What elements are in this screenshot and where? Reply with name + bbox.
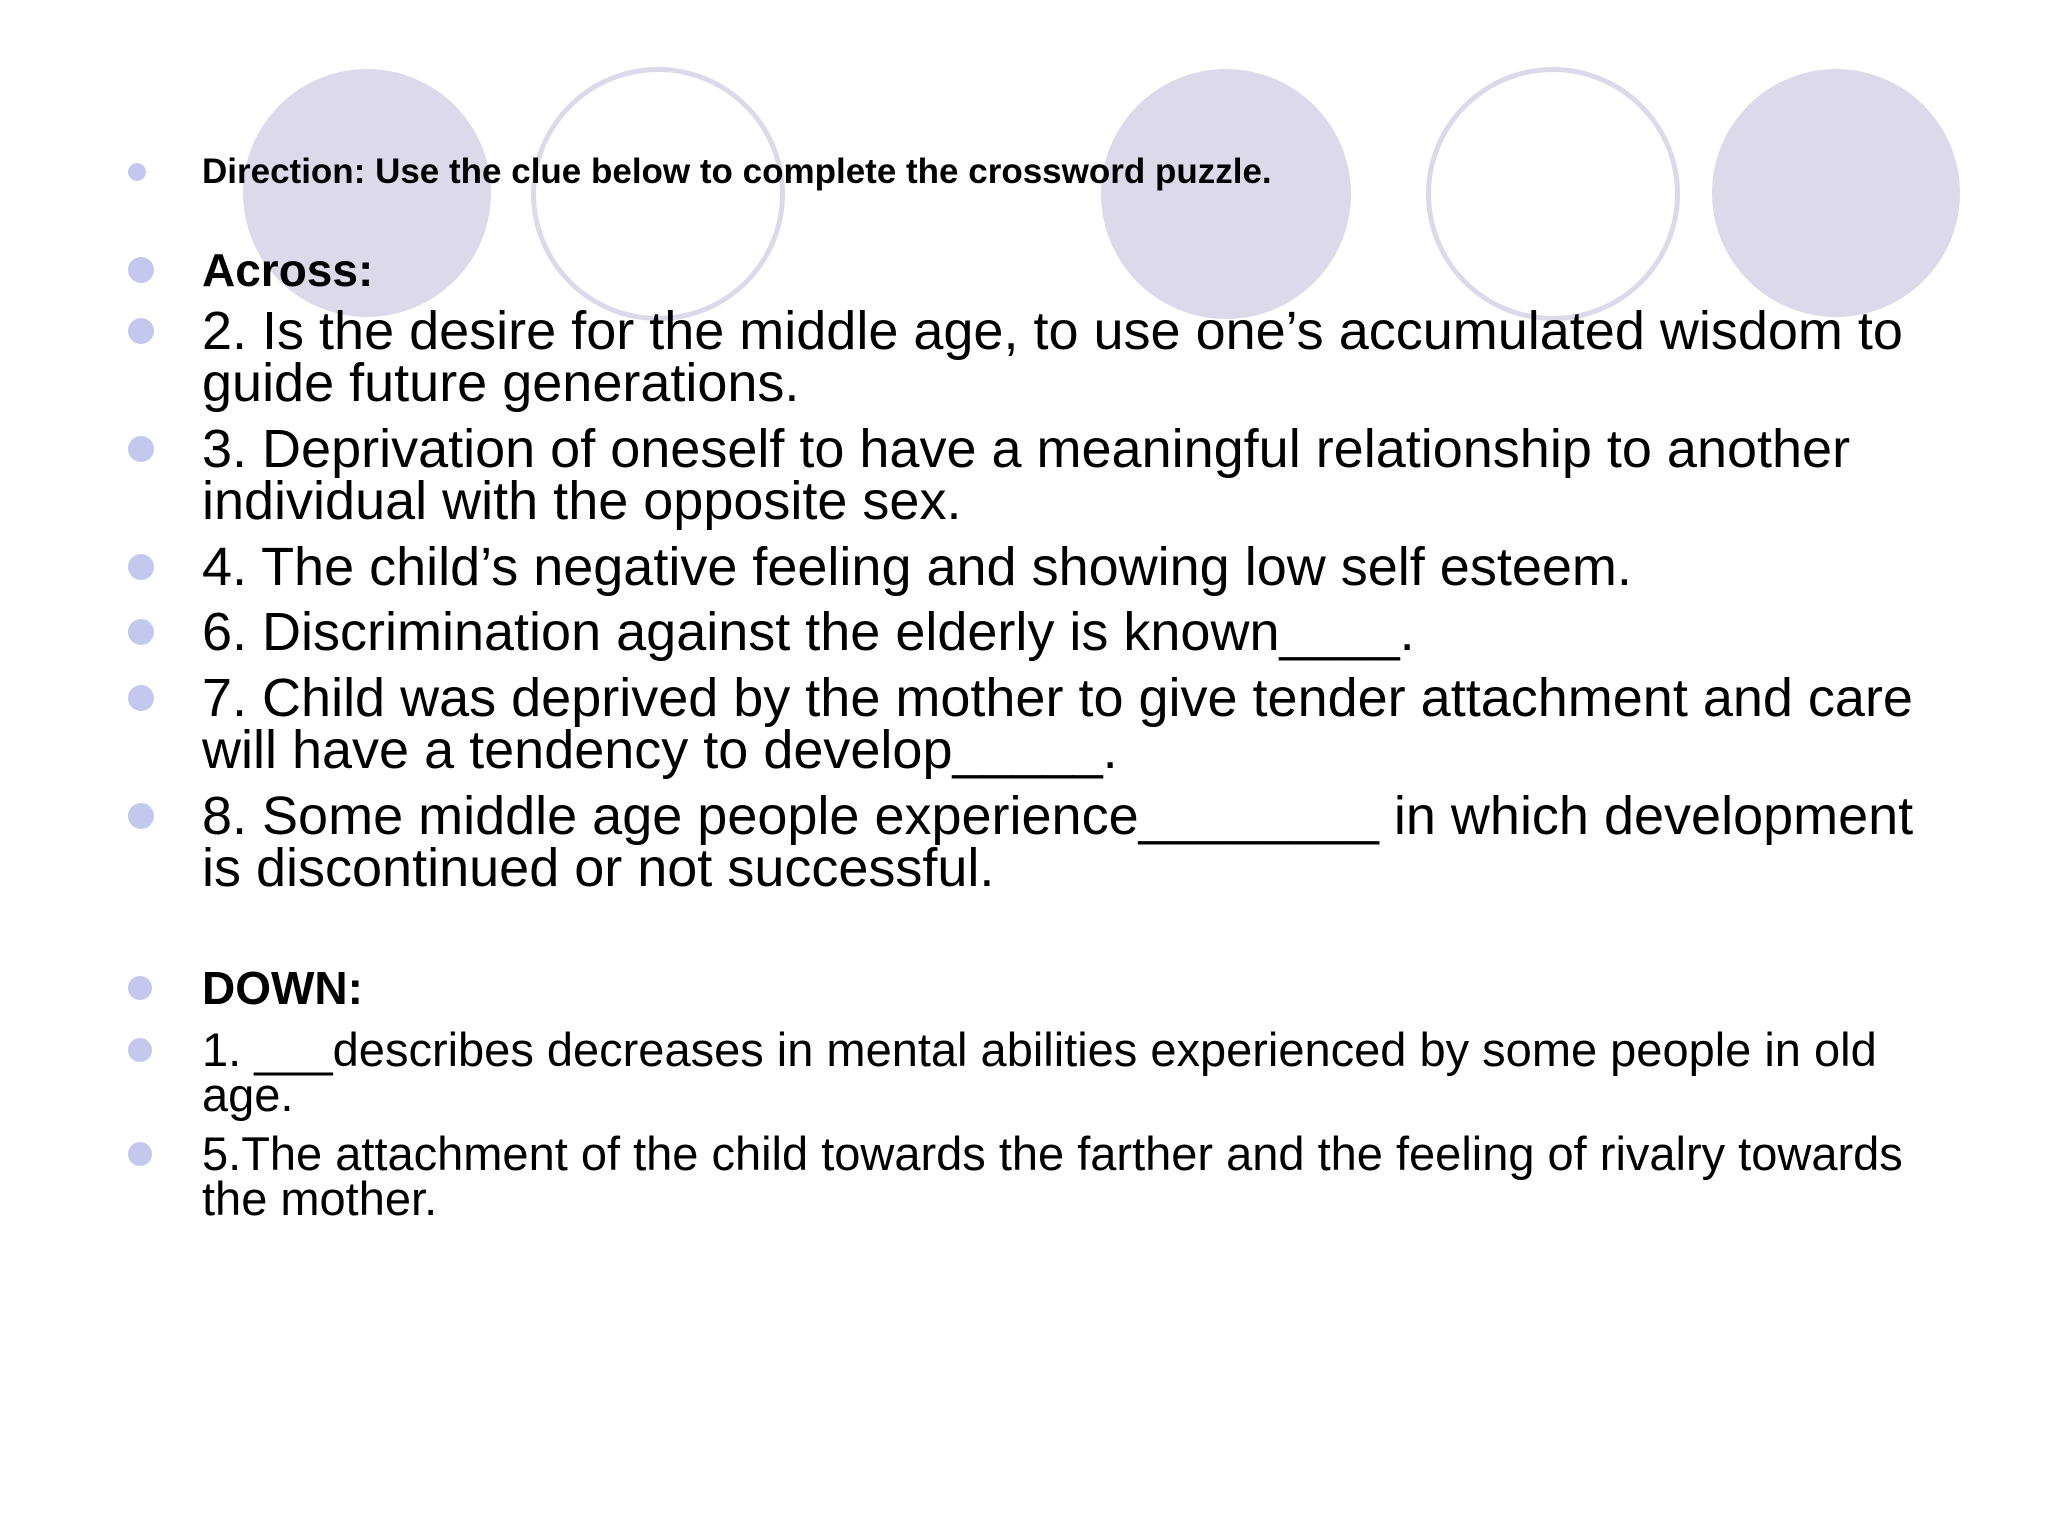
across-clue-4 xyxy=(202,537,1942,597)
bullet-icon xyxy=(128,554,154,580)
clue-text: 3. Deprivation of oneself to have a meaningful relationship to another individual with the opposite sex. xyxy=(202,419,1851,531)
across-heading-item xyxy=(202,244,1942,296)
across-clue-8 xyxy=(202,786,1942,898)
down-clue-1 xyxy=(202,1023,1942,1121)
across-clue-7 xyxy=(202,668,1942,780)
bullet-icon xyxy=(128,1038,152,1062)
down-heading: DOWN: xyxy=(202,962,363,1014)
clue-text: 1. ___describes decreases in mental abilities experienced by some people in old age. xyxy=(202,1023,1877,1121)
bullet-icon xyxy=(128,257,154,283)
bullet-icon xyxy=(128,976,152,1000)
across-clue-3 xyxy=(202,419,1942,531)
bullet-icon xyxy=(128,1142,152,1166)
direction-item xyxy=(202,152,1942,192)
clue-text: 5.The attachment of the child towards the farther and the feeling of rivalry towards the mother. xyxy=(202,1127,1903,1225)
across-clue-6 xyxy=(202,602,1942,662)
across-clue-2 xyxy=(202,301,1942,413)
down-heading-item xyxy=(202,962,1942,1014)
clue-text: 2. Is the desire for the middle age, to use one’s accumulated wisdom to guide future generations. xyxy=(202,301,1903,413)
clue-text: 7. Child was deprived by the mother to give tender attachment and care will have a tendency to develop_____. xyxy=(202,668,1913,780)
bullet-icon xyxy=(128,163,146,181)
clue-text: 8. Some middle age people experience________ in which development is discontinued or not successful. xyxy=(202,786,1914,898)
bullet-icon xyxy=(128,619,154,645)
clue-text: 6. Discrimination against the elderly is known____. xyxy=(202,602,1415,662)
down-clue-5 xyxy=(202,1127,1942,1225)
bullet-icon xyxy=(128,803,154,829)
across-heading: Across: xyxy=(202,244,374,296)
bullet-icon xyxy=(128,436,154,462)
direction-text: Direction: Use the clue below to complete the crossword puzzle. xyxy=(202,152,1272,191)
bullet-icon xyxy=(128,318,154,344)
bullet-icon xyxy=(128,685,154,711)
clue-text: 4. The child’s negative feeling and showing low self esteem. xyxy=(202,537,1632,597)
